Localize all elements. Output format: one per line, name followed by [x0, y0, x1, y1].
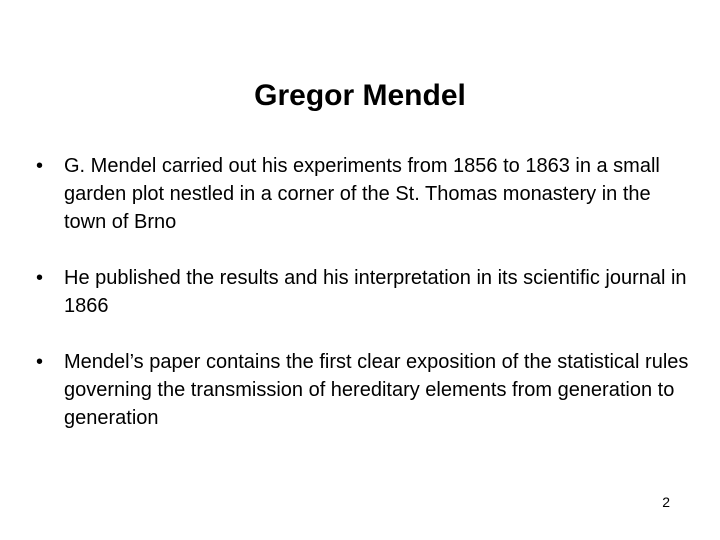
page-number: 2: [662, 494, 670, 510]
bullet-list: [36, 152, 696, 460]
slide-title: Gregor Mendel: [254, 79, 466, 112]
bullet-item: • Mendel’s paper contains the first clear exposition of the statistical rules governing the transmission of hereditary elements from generation to generation: [36, 348, 696, 432]
bullet-item: • He published the results and his interpretation in its scientific journal in 1866: [36, 264, 696, 320]
bullet-item: • G. Mendel carried out his experiments from 1856 to 1863 in a small garden plot nestled in a corner of the St. Thomas monastery in the town of Brno: [36, 152, 696, 236]
